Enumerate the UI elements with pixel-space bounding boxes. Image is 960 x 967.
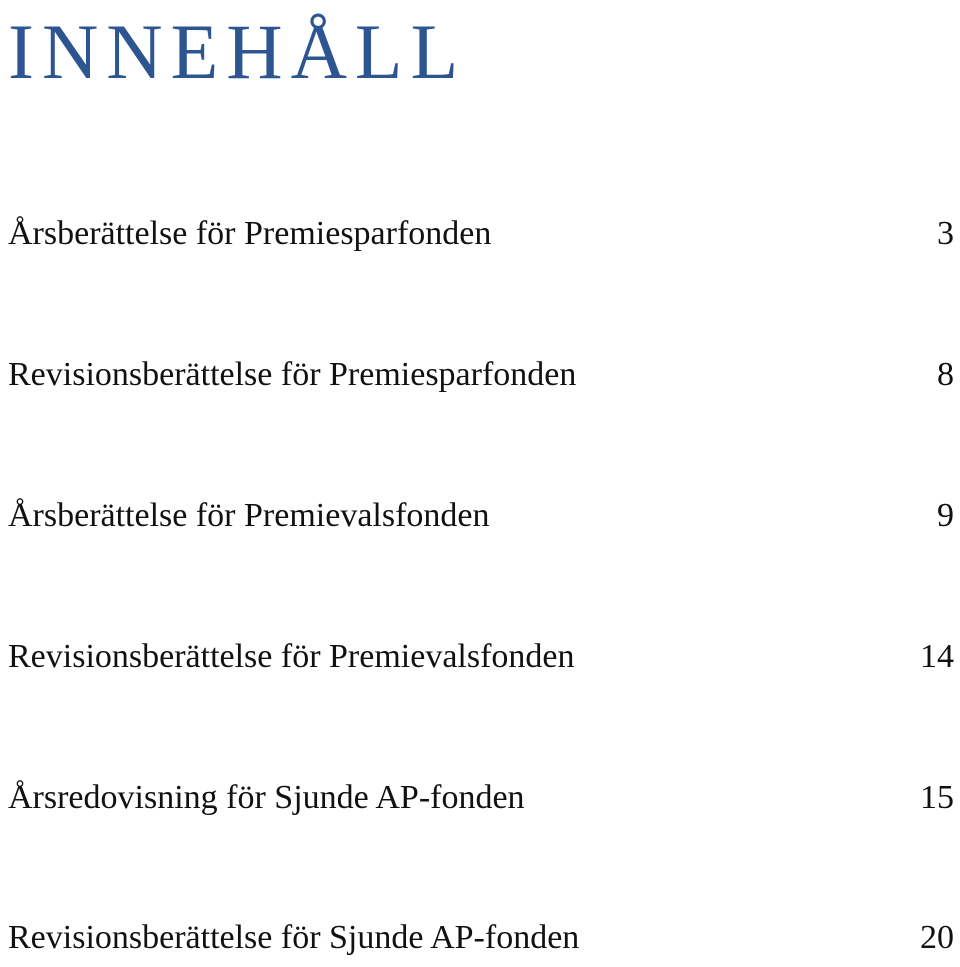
toc-entry-label: Årsredovisning för Sjunde AP-fonden [8,779,525,816]
toc-entry-page-number: 8 [937,356,954,393]
toc-entry-page-number: 20 [920,919,954,956]
toc-entry-revisionsberattelse-premievalsfonden[interactable] [8,635,954,679]
toc-entry-label: Revisionsberättelse för Premiesparfonden [8,356,577,393]
toc-entry-label: Revisionsberättelse för Premievalsfonden [8,638,575,675]
toc-entry-page-number: 3 [937,215,954,252]
toc-entry-arsberattelse-premievalsfonden[interactable] [8,494,954,538]
toc-entry-page-number: 15 [920,779,954,816]
toc-entry-page-number: 9 [937,497,954,534]
toc-entry-label: Årsberättelse för Premiesparfonden [8,215,492,252]
toc-entry-page-number: 14 [920,638,954,675]
toc-entry-revisionsberattelse-premiesparfonden[interactable] [8,353,954,397]
toc-entry-label: Årsberättelse för Premievalsfonden [8,497,490,534]
toc-entry-arsberattelse-premiesparfonden[interactable] [8,212,954,256]
toc-entry-revisionsberattelse-sjunde-ap-fonden[interactable] [8,916,954,960]
page-title: INNEHÅLL [8,8,467,95]
toc-entry-label: Revisionsberättelse för Sjunde AP-fonden [8,919,580,956]
toc-entry-arsredovisning-sjunde-ap-fonden[interactable] [8,776,954,820]
